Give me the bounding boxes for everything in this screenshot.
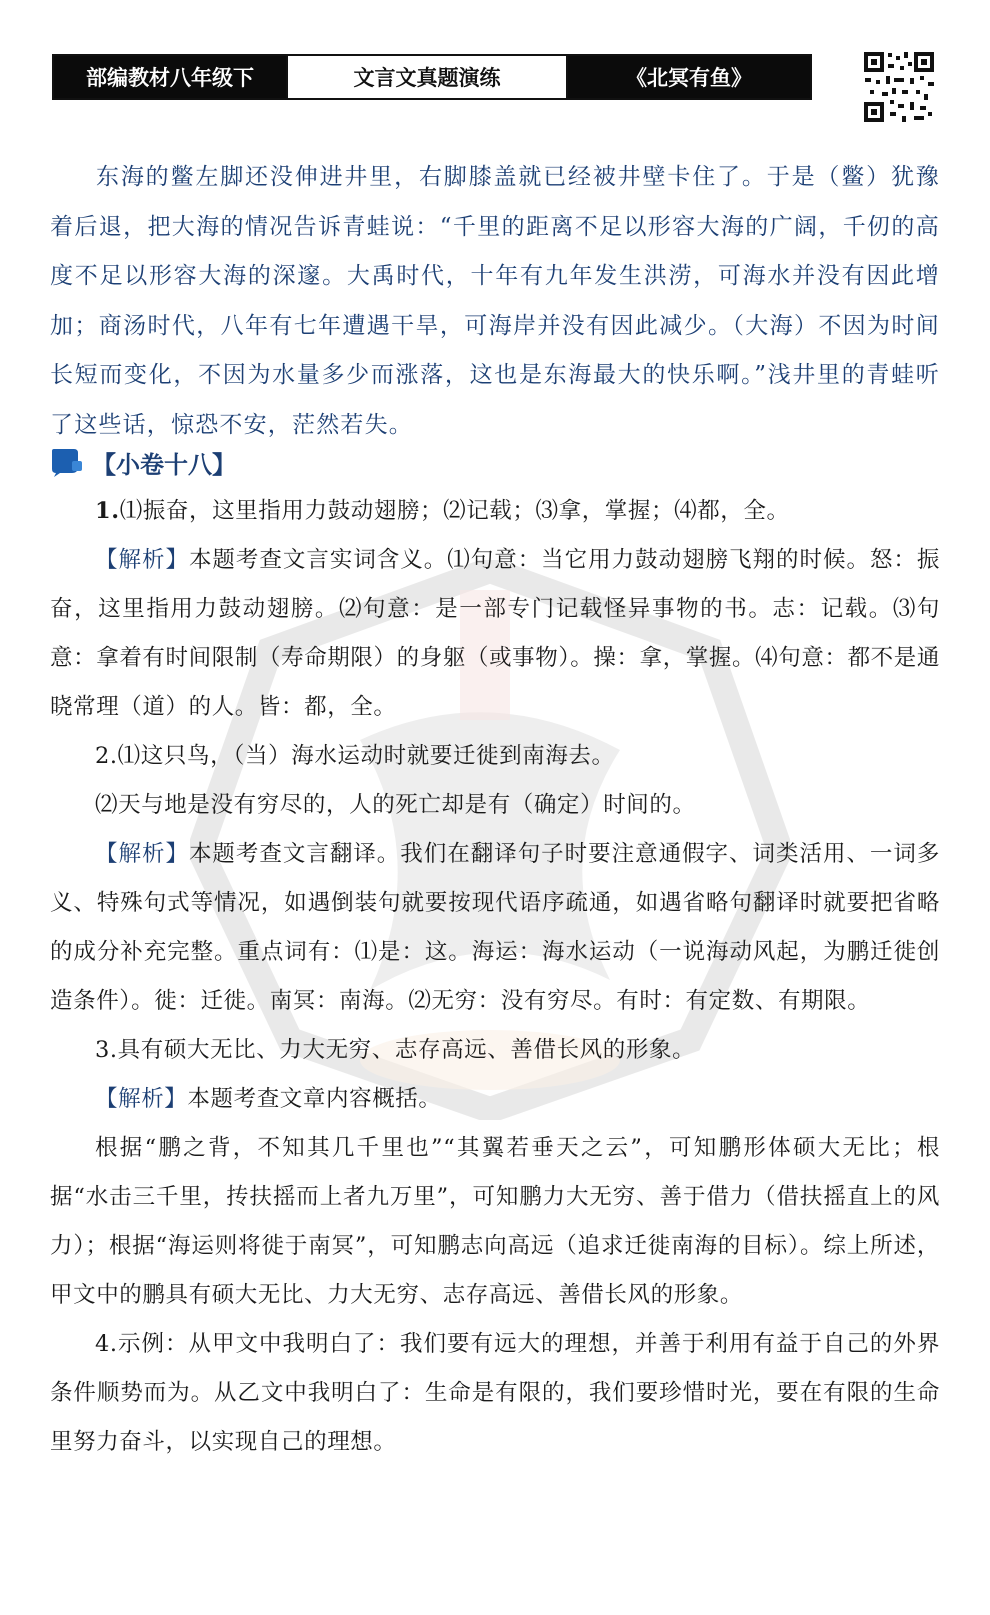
analysis-tag: 【解析】	[95, 1086, 188, 1112]
analysis-1-text: 本题考查文言实词含义。⑴句意：当它用力鼓动翅膀飞翔的时候。怒：振奋，这里指用力鼓动翅膀。⑵句意：是一部专门记载怪异事物的书。志：记载。⑶句意：拿着有时间限制（寿命期限）的身躯（或事物）。操：拿，掌握。⑷句意：都不是通晓常理（道）的人。皆：都，全。	[50, 547, 940, 720]
page-header	[52, 54, 812, 100]
analysis-3-body: 根据“鹏之背，不知其几千里也”“其翼若垂天之云”，可知鹏形体硕大无比；根据“水击三千里，抟扶摇而上者九万里”，可知鹏力大无穷、善于借力（借扶摇直上的风力）；根据“海运则将徙于南冥”，可知鹏志向高远（追求迁徙南海的目标）。综上所述，甲文中的鹏具有硕大无比、力大无穷、志存高远、善借长风的形象。	[50, 1135, 940, 1308]
analysis-2-text: 本题考查文言翻译。我们在翻译句子时要注意通假字、词类活用、一词多义、特殊句式等情况，如遇倒装句就要按现代语序疏通，如遇省略句翻译时就要把省略的成分补充完整。重点词有：⑴是：这。海运：海水运动（一说海动风起，为鹏迁徙创造条件）。徙：迁徙。南冥：南海。⑵无穷：没有穷尽。有时：有定数、有期限。	[50, 841, 940, 1014]
analysis-3-intro: 本题考查文章内容概括。	[187, 1086, 442, 1112]
exercise-type-label: 文言文真题演练	[286, 56, 568, 98]
analysis-tag: 【解析】	[95, 841, 189, 867]
section-title-text: 【小卷十八】	[92, 450, 236, 479]
answer-2b: ⑵天与地是没有穷尽的，人的死亡却是有（确定）时间的。	[95, 792, 696, 818]
qr-code-icon	[862, 50, 936, 124]
answer-3: 3.具有硕大无比、力大无穷、志存高远、善借长风的形象。	[95, 1037, 696, 1063]
analysis-2	[50, 830, 940, 1026]
answer-1-text: ⑴振奋，这里指用力鼓动翅膀；⑵记载；⑶拿，掌握；⑷都，全。	[119, 498, 790, 524]
analysis-tag: 【解析】	[95, 547, 189, 573]
answer-1-number: 1.	[95, 498, 120, 524]
translation-paragraph: 东海的鳖左脚还没伸进井里，右脚膝盖就已经被井壁卡住了。于是（鳖）犹豫着后退，把大海的情况告诉青蛙说：“千里的距离不足以形容大海的广阔，千仞的高度不足以形容大海的深邃。大禹时代，十年有九年发生洪涝，可海水并没有因此增加；商汤时代，八年有七年遭遇干旱，可海岸并没有因此减少。（大海）不因为时间长短而变化，不因为水量多少而涨落，这也是东海最大的快乐啊。”浅井里的青蛙听了这些话，惊恐不安，茫然若失。	[50, 164, 940, 438]
section-title	[50, 440, 236, 484]
notebook-icon	[50, 447, 84, 477]
lesson-title: 《北冥有鱼》	[568, 56, 810, 98]
answer-4: 4.示例：从甲文中我明白了：我们要有远大的理想，并善于利用有益于自己的外界条件顺势而为。从乙文中我明白了：生命是有限的，我们要珍惜时光，要在有限的生命里努力奋斗，以实现自己的理想。	[50, 1331, 940, 1455]
answer-section	[50, 487, 940, 1467]
textbook-label: 部编教材八年级下	[54, 56, 286, 98]
answer-2a: 2.⑴这只鸟，（当）海水运动时就要迁徙到南海去。	[95, 743, 615, 769]
analysis-3	[50, 1075, 940, 1124]
analysis-1	[50, 536, 940, 732]
answer-1	[50, 487, 940, 536]
